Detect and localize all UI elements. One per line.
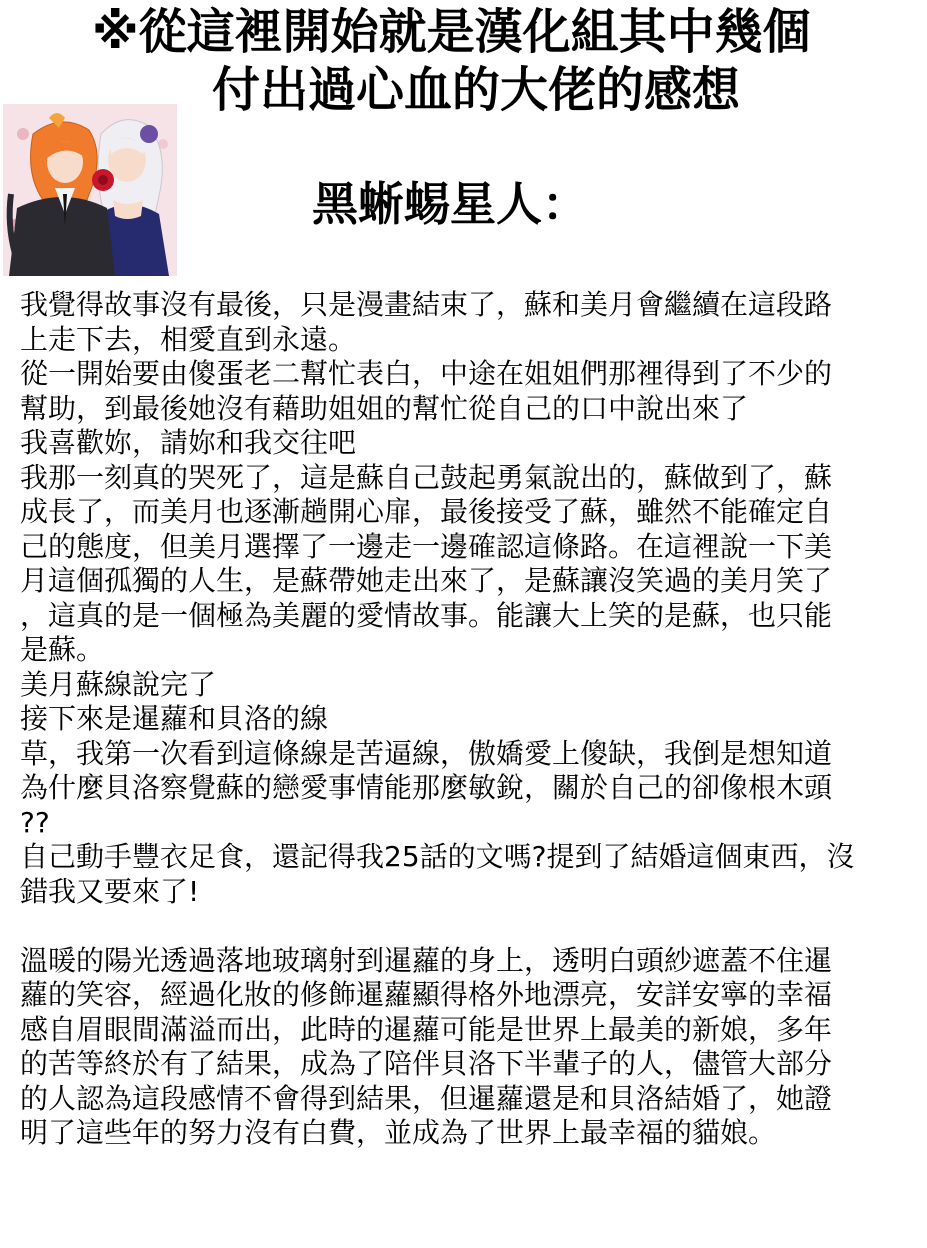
character-illustration bbox=[3, 104, 177, 276]
body-line: 的苦等終於有了結果，成為了陪伴貝洛下半輩子的人，儘管大部分 bbox=[20, 1047, 833, 1080]
body-line: 為什麼貝洛察覺蘇的戀愛事情能那麼敏銳，關於自己的卻像根木頭 bbox=[20, 771, 833, 804]
body-line: 的人認為這段感情不會得到結果，但暹蘿還是和貝洛結婚了，她證 bbox=[20, 1081, 833, 1115]
body-line: 蘿的笑容，經過化妝的修飾暹蘿顯得格外地漂亮，安詳安寧的幸福 bbox=[20, 978, 833, 1011]
heading-line-1: ※從這裡開始就是漢化組其中幾個 bbox=[92, 4, 811, 60]
body-line: 美月蘇線說完了 bbox=[20, 667, 217, 701]
body-line: 我覺得故事沒有最後，只是漫畫結束了，蘇和美月會繼續在這段路 bbox=[20, 288, 833, 321]
essay-body bbox=[20, 288, 920, 1151]
body-line: ?? bbox=[20, 805, 50, 839]
body-line: 感自眉眼間滿溢而出，此時的暹蘿可能是世界上最美的新娘，多年 bbox=[20, 1012, 833, 1046]
body-line: 明了這些年的努力沒有白費，並成為了世界上最幸福的貓娘。 bbox=[20, 1116, 777, 1149]
body-line: 上走下去，相愛直到永遠。 bbox=[20, 322, 357, 356]
body-line: 我那一刻真的哭死了，這是蘇自己鼓起勇氣說出的，蘇做到了，蘇 bbox=[20, 460, 833, 494]
body-line: 接下來是暹蘿和貝洛的線 bbox=[20, 702, 329, 735]
blank-line bbox=[20, 909, 920, 944]
body-line: 錯我又要來了! bbox=[20, 874, 200, 908]
heading-line-2: 付出過心血的大佬的感想 bbox=[212, 62, 741, 118]
author-name: 黑蜥蜴星人： bbox=[312, 177, 588, 231]
body-line: 幫助，到最後她沒有藉助姐姐的幫忙從自己的口中說出來了 bbox=[20, 391, 749, 425]
body-line: 月這個孤獨的人生，是蘇帶她走出來了，是蘇讓沒笑過的美月笑了 bbox=[20, 564, 833, 597]
body-line: 己的態度，但美月選擇了一邊走一邊確認這條路。在這裡說一下美 bbox=[20, 529, 833, 563]
body-line: 草，我第一次看到這條線是苦逼線，傲嬌愛上傻缺，我倒是想知道 bbox=[20, 736, 833, 770]
body-line: 是蘇。 bbox=[20, 633, 105, 666]
body-line: 我喜歡妳，請妳和我交往吧 bbox=[20, 426, 357, 459]
body-line: 溫暖的陽光透過落地玻璃射到暹蘿的身上，透明白頭紗遮蓋不住暹 bbox=[20, 943, 833, 977]
body-line: 成長了，而美月也逐漸趟開心扉，最後接受了蘇，雖然不能確定自 bbox=[20, 495, 833, 528]
body-line: 從一開始要由傻蛋老二幫忙表白，中途在姐姐們那裡得到了不少的 bbox=[20, 357, 833, 390]
body-line: ，這真的是一個極為美麗的愛情故事。能讓大上笑的是蘇，也只能 bbox=[20, 598, 833, 632]
purple-flower bbox=[140, 125, 158, 143]
illustration-svg bbox=[3, 104, 177, 276]
body-line: 自己動手豐衣足食，還記得我25話的文嗎?提到了結婚這個東西，沒 bbox=[20, 840, 855, 873]
left-character-suit bbox=[9, 197, 115, 276]
